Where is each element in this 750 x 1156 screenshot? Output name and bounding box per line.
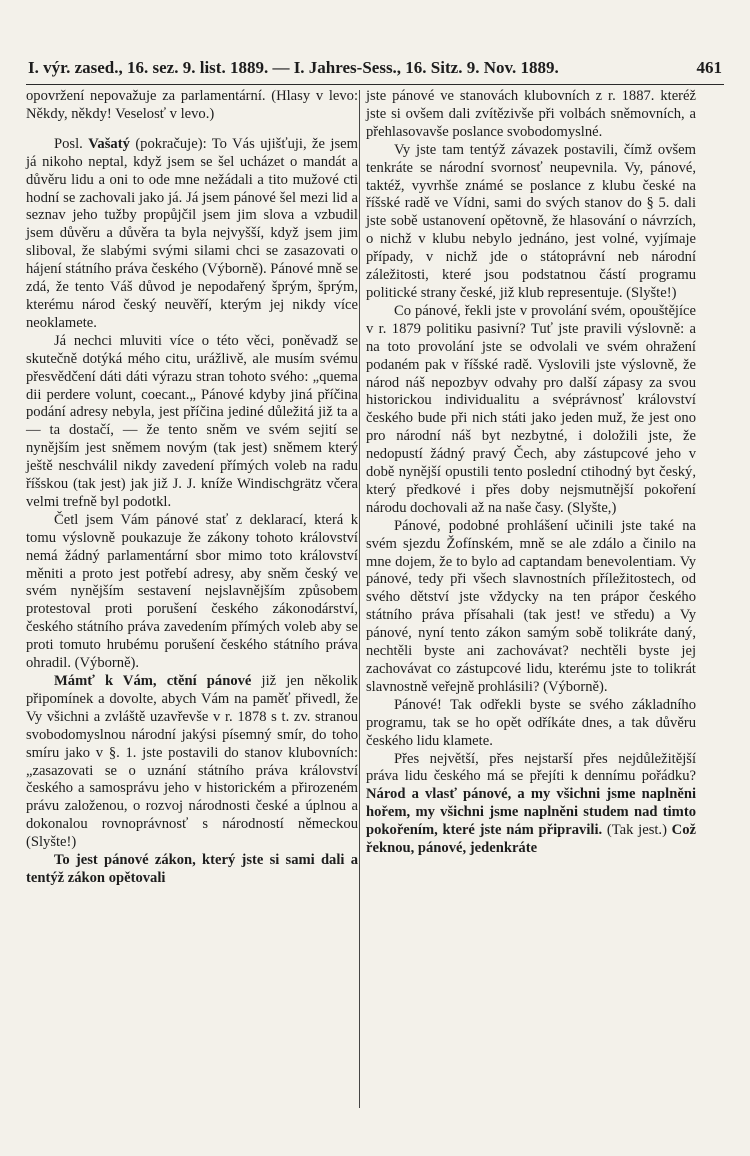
- left-paragraph-5: [26, 673, 358, 852]
- page-header: [28, 58, 722, 78]
- left-paragraph-3: Já nechci mluviti více o této věci, poněvadž se skutečně dotýká mého citu, urážlivě, ale musím svému přesvědčení dáti dáti výrazu stran tohoto svého: „quema dii perdere volunt, coecant.„ Pánové kdyby jiná příčina podání adresy nebyla, jest příčina jediné důležitá již ta a — ta dostačí, — že tento sněm ve svém sejití se nynějším jest sněmem novým (tak jest) sněmem který ještě neschválil nikdy zavedení přímých voleb na radu říšskou (tak jest) jak již J. J. kníže Windischgrätz včera velmi trefně byl podotkl.: [26, 332, 358, 510]
- column-divider: [359, 90, 360, 1108]
- speaker-name: Vašatý: [88, 135, 130, 152]
- right-paragraph-6-remark: (Tak jest.): [606, 822, 667, 839]
- left-paragraph-1: opovržení nepovažuje za parlamentární. (Hlasy v levo: Někdy, někdy! Veselosť v levo.): [26, 88, 358, 122]
- left-paragraph-5-bold: Mámť k Vám, ctění pánové: [54, 673, 252, 689]
- right-paragraph-5: Pánové! Tak odřekli byste se svého základního programu, tak se ho opět odříkáte dnes, a tak důvěru českého lidu klamete.: [366, 696, 696, 749]
- right-paragraph-1: jste pánové ve stanovách klubovních z r. 1887. kteréž jste si ovšem dali zvítězivše při volbách sněmovních, a přehlasovavše poslance svobodomyslné.: [366, 88, 696, 140]
- right-paragraph-2: Vy jste tam tentýž závazek postavili, čímž ovšem tenkráte se národní svornosť neupevnila. Vy, pánové, taktéž, vyvrhše známé se poslance z klubu české na říšské radě ve Vídni, sami do svých stanov do § 5. dali jste sobě ustanovení opětovně, že hlasování o návrzích, o nichž v klubu nebylo jednáno, jest volné, vyjímaje případy, v nichž jde o státoprávní neb národní záležitosti, které jsou podstatnou částí programu politické strany české, již klub representuje. (Slyšte!): [366, 141, 696, 301]
- right-paragraph-6-bold: Národ a vlasť pánové, a my všichni jsme naplněni hořem, my všichni jsme naplněni studem nad timto pokořením, které jste nám připravili.: [366, 786, 696, 839]
- left-paragraph-2: [26, 136, 358, 333]
- left-column: [26, 88, 358, 888]
- header-rule: [26, 84, 724, 85]
- right-paragraph-6: [366, 751, 696, 858]
- left-paragraph-4: Četl jsem Vám pánové stať z deklarací, která k tomu výslovně poukazuje že zákony tohoto království nemá žádný parlamentární sbor mimo toto království měniti a proto jest potřebí adresy, aby sněm český ve svém nynějším sestavení nejslavnějším způsobem protestoval proti porušení českého zákonodárství, českého státního práva zavedením přímých voleb aby se proti tomuto hrubému porušení českého státního práva ohradil. (Výborně).: [26, 511, 358, 672]
- left-paragraph-2-text: (pokračuje): To Vás ujišťuji, že jsem já nikoho neptal, když jsem se šel ucházet o mandát a důvěru lidu a oni to ode mne nežádali a tito mužové cti hodní se zachovali jako já. Já jsem pánové šel mezi lid a seznav jeho tužby propůjčil jsem jim slova a vzbudil jsem důvěru a důvěra ta byla nejvyšší, když jsem jim sliboval, že slabými svými silami chci se zasazovati o hájení státního práva českého (Výborně). Pánové mně se zdá, že tento Váš důvod je nepodařený šprým, šprým, kterému národ český neuvěří, kterým jej nikdy více neoklamete.: [26, 135, 358, 331]
- right-column: [366, 88, 696, 858]
- right-paragraph-4: Pánové, podobné prohlášení učinili jste také na svém sjezdu Žofínském, mně se ale zdálo a činilo na mne dojem, že to bylo ad captandam benevolentiam. Vy pánové, tedy při všech slavnostních příležitostech, od svého dětství jste vždycky na ten prápor českého státního práva přísahali (tak jest! ve středu) a Vy pánové, nyní tento zákon samým sobě tolikráte daný, nechtěli byste ani zachovávat? nechtěli byste jej zachovávat co zástupcové lidu, kterému jste to tolikrát slavnostně veřejně prohlásili? (Výborně).: [366, 517, 696, 695]
- right-paragraph-3: Co pánové, řekli jste v provolání svém, opouštějíce v r. 1879 politiku pasivní? Tuť jste pravili výslovně: a na toto provolání jste se odvolali ve svém ohražení podaném pak v říšské radě. Vyslovili jste výslovně, že národ náš nepozbyv odvahy pro další zápasy za svou historickou individualitu a svéprávnosť království českého bude při nich státi jako jeden muž, že jest ono pro národní náš byt nezbytné, i doložili jste, že nedopustí žádný pravý Čech, aby zástupcové jeho v době nynější opustili tento poslední ctihodný byt český, který předkové i přes doby nejsmutnější pokoření národu dochovali až na naše časy. (Slyšte,): [366, 302, 696, 516]
- right-paragraph-6-bold-end: Což řeknou, pánové, jedenkráte: [366, 822, 696, 857]
- page-number: 461: [696, 58, 722, 77]
- right-paragraph-6-text: Přes největší, přes nejstarší přes nejdůležitější práva lidu českého má se přejíti k dennímu pořádku?: [366, 750, 696, 785]
- left-paragraph-5-text: již jen několik připomínek a dovolte, abych Vám na paměť přivedl, že Vy všichni a zvláště uzavřevše v r. 1878 s t. zv. stranou svobodomyslnou národní jakýsi písemný smír, do toho smíru jako v §. 1. jste postavili do stanov klubovních: „zasazovati se o uznání státního práva království českého a samosprávu jeho v historickém a přirozeném právu založenou, o rozvoj národnosti české a úplnou a dokonalou rovnoprávnosť s národností německou (Slyšte!): [26, 673, 358, 851]
- speaker-prefix: Posl.: [54, 135, 83, 152]
- header-session-info: I. výr. zased., 16. sez. 9. list. 1889. — I. Jahres-Sess., 16. Sitz. 9. Nov. 1889.: [28, 58, 559, 77]
- left-paragraph-6: To jest pánové zákon, který jste si sami dali a tentýž zákon opětovali: [26, 852, 358, 886]
